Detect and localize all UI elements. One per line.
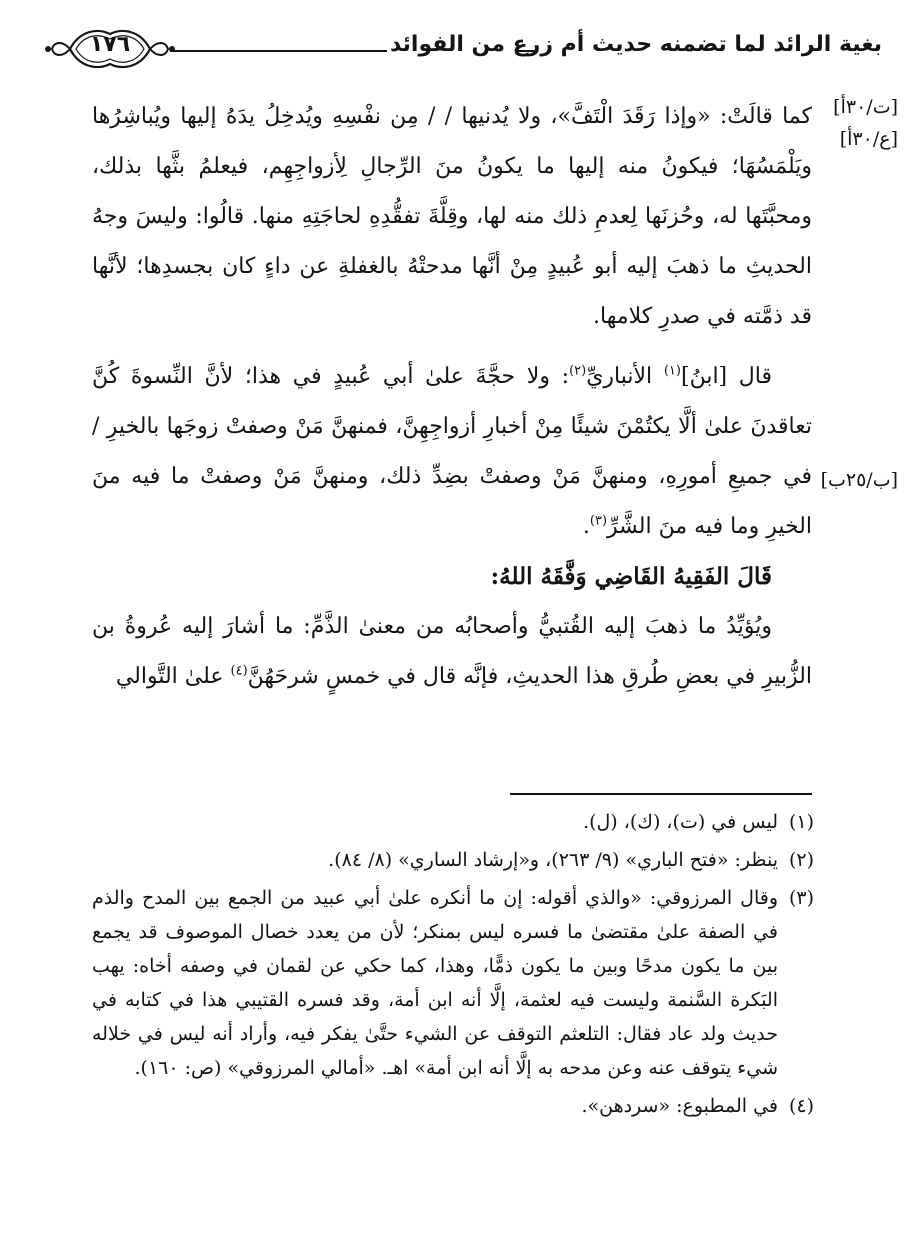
section-heading: قَالَ الفَقِيهُ القَاضِي وَفَّقَهُ اللهُ: <box>490 563 772 590</box>
paragraph-1: كما قالَتْ: «وإذا رَقَدَ الْتَفَّ»، ولا يُدنيها / / مِن نفْسِهِ ويُدخِلُ يدَهُ إليها ويُباشِرُها ويَلْمَسُهَا؛ فيكونُ منه إليها ما يكونُ منَ الرِّجالِ لِأزواجِهِم، فيعلمُ بثَّها بذلك، ومحبَّتَها له، وحُزنَها لِعدمِ ذلك منه لها، وقِلَّةَ تفقُّدِهِ لحاجَتِهِ منها. قالُوا: وليسَ وجهُ الحديثِ ما ذهبَ إليه أبو عُبيدٍ مِنْ أنَّها مدحتْهُ بالغفلةِ عن داءٍ كان بجسدِها؛ لأنَّها قد ذمَّته في صدرِ كلامها. <box>92 104 812 329</box>
footnote-text: في المطبوع: «سردهن». <box>581 1095 778 1117</box>
footnote-text: وقال المرزوقي: «والذي أقوله: إن ما أنكره علىٰ أبي عبيد من الجمع بين المدح والذم في الصفة علىٰ مقتضىٰ ما فسره ليس بمنكر؛ لأن من يعدد خصال الموصوف قد يجمع بين ما يكون مدحًا وبين ما يكون ذمًّا، وهذا، كما حكي عن لقمان في وصفه أخاه: يهب البَكرة السَّنمة وليست فيه لعثمة، إلَّا أنه ابن أمة، وقد فسره القتيبي هذا في كتابه في حديث ولد عاد فقال: التلعثم التوقف عن الشيء حتَّىٰ يفكر فيه، وأراد أنه ليس في خلاله شيء يتوقف عنه وعن مدحه به إلَّا أنه ابن أمة» اهـ. «أمالي المرزوقي» (ص: ١٦٠). <box>92 887 778 1079</box>
footnotes <box>92 805 814 1127</box>
footnote-4 <box>92 1089 814 1123</box>
p2-text-1: قال [ابنُ] <box>680 364 772 389</box>
p3-text-1: ويُؤيِّدُ ما ذهبَ إليه القُتبيُّ وأصحابُه من معنىٰ الذَّمِّ: ما أشارَ إليه عُروةُ بن الزُّبيرِ في بعضِ طُرقِ هذا الحديثِ، فإنَّه قال في خمسٍ شرحَهُنَّ <box>92 614 812 689</box>
footnote-text: ينظر: «فتح الباري» (٩/ ٢٦٣)، و«إرشاد الساري» (٨/ ٨٤). <box>328 849 778 871</box>
page-header <box>40 20 882 78</box>
footnote-number: (٤) <box>788 1095 814 1117</box>
footnote-number: (٢) <box>788 849 814 871</box>
header-rule-left <box>170 50 387 52</box>
margin-note-manuscript-b: [ب/٢٥ب] <box>820 469 898 491</box>
page-number: ١٧٦ <box>89 32 131 57</box>
p3-text-2: علىٰ التَّوالي <box>115 664 231 689</box>
footnote-ref-2[interactable]: (٢) <box>569 363 587 379</box>
footnote-number: (١) <box>788 811 814 833</box>
main-text <box>92 92 812 702</box>
footnote-2 <box>92 843 814 877</box>
footnote-ref-1[interactable]: (١) <box>663 363 681 379</box>
footnote-separator <box>510 793 812 795</box>
p2-text-end: . <box>582 514 590 539</box>
p2-text-3: : ولا حجَّةَ علىٰ أبي عُبيدٍ في هذا؛ لأنَّ النِّسوةَ كُنَّ تعاقدنَ علىٰ ألَّا يكتُمْنَ شيئًا مِنْ أخبارِ أزواجِهِنَّ، فمنهنَّ مَنْ وصفتْ زوجَها بالخيرِ / في جميعِ أمورِهِ، ومنهنَّ مَنْ وصفتْ بضِدِّ ذلك، ومنهنَّ مَنْ وصفتْ ما فيه منَ الخيرِ وما فيه منَ الشَّرِّ <box>92 364 812 539</box>
footnote-text: ليس في (ت)، (ك)، (ل). <box>583 811 778 833</box>
footnote-ref-3[interactable]: (٣) <box>589 513 608 529</box>
margin-note-manuscript-t: [ت/٣٠أ] <box>833 96 898 118</box>
page-number-ornament <box>40 20 180 78</box>
paragraph-2 <box>92 352 812 552</box>
footnote-1 <box>92 805 814 839</box>
paragraph-3 <box>92 602 812 702</box>
running-title: بغية الرائد لما تضمنه حديث أم زرع من الفوائد <box>389 32 882 57</box>
footnote-3 <box>92 881 814 1085</box>
margin-note-manuscript-a: [ع/٣٠أ] <box>839 128 898 150</box>
footnote-number: (٣) <box>788 887 814 909</box>
footnote-ref-4[interactable]: (٤) <box>230 663 248 679</box>
p2-text-2: الأنباريِّ <box>586 364 664 389</box>
